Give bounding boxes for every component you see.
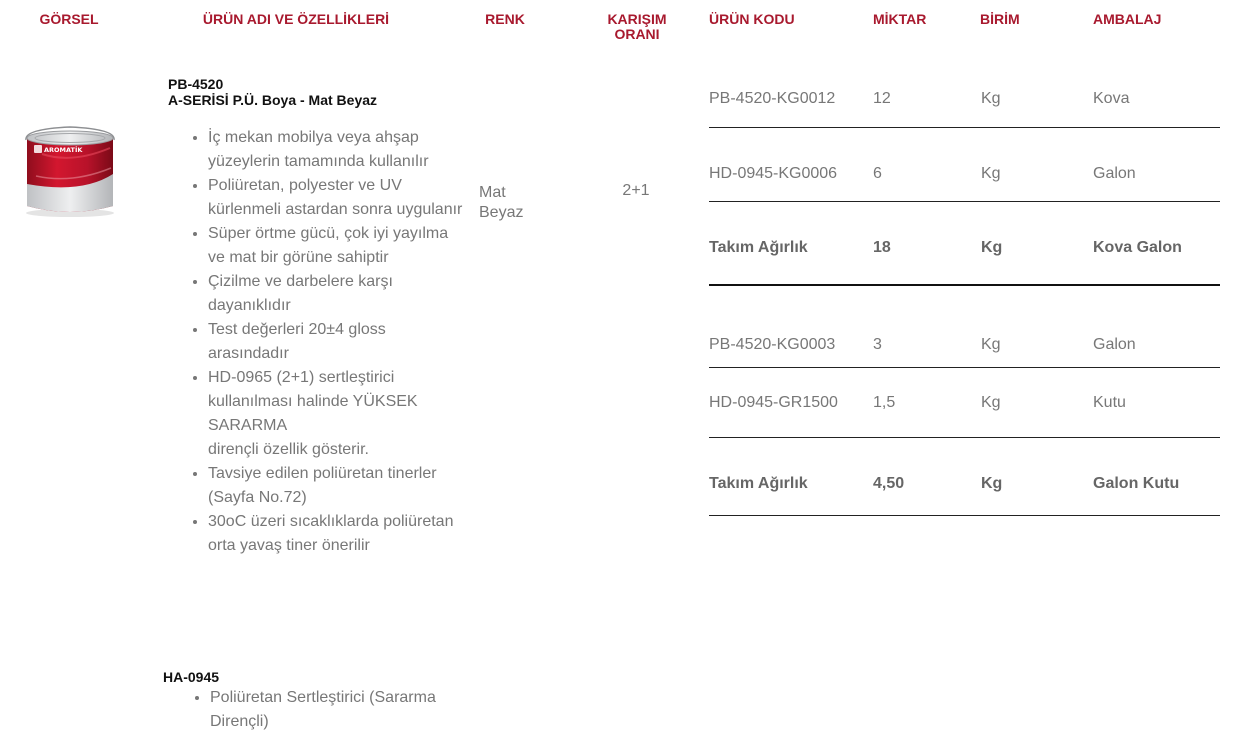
header-gorsel: GÖRSEL: [39, 11, 99, 27]
header-karisim-line2: ORANI: [614, 26, 660, 42]
feature-item: • İç mekan mobilya veya ahşap yüzeylerin tamamında kullanılır: [208, 126, 468, 174]
total-row: [709, 239, 1220, 259]
set-divider: [709, 284, 1220, 286]
row-divider: [709, 201, 1220, 202]
header-urun-kodu: ÜRÜN KODU: [709, 11, 795, 27]
renk-line1: Mat: [479, 184, 506, 201]
total-ambalaj: Kova Galon: [1093, 239, 1182, 256]
feature-item: dirençli özellik gösterir.: [208, 441, 369, 458]
hardener-code: HA-0945: [163, 669, 220, 685]
total-row: [709, 475, 1220, 495]
oran-value: 2+1: [622, 182, 650, 199]
product-name: A-SERİSİ P.Ü. Boya - Mat Beyaz: [168, 92, 378, 108]
table-row: [709, 90, 1220, 110]
birim-cell: Kg: [981, 394, 1001, 411]
row-divider: [709, 367, 1220, 368]
ambalaj-cell: Kutu: [1093, 394, 1126, 411]
header-karisim-line1: KARIŞIM: [607, 11, 667, 27]
urun-kodu-cell: HD-0945-GR1500: [709, 394, 838, 411]
urun-kodu-cell: HD-0945-KG0006: [709, 165, 838, 182]
table-row: [709, 394, 1220, 414]
feature-item: • Poliüretan, polyester ve UV kürlenmeli astardan sonra uygulanır: [208, 174, 468, 222]
table-row: [709, 165, 1220, 185]
row-divider: [709, 515, 1220, 516]
header-miktar: MİKTAR: [873, 11, 927, 27]
header-renk: RENK: [485, 11, 525, 27]
birim-cell: Kg: [981, 336, 1001, 353]
header-urun-adi: ÜRÜN ADI VE ÖZELLİKLERİ: [202, 11, 390, 27]
miktar-cell: 6: [873, 165, 882, 182]
product-image: [22, 124, 118, 218]
renk-line2: Beyaz: [479, 204, 524, 221]
urun-kodu-cell: PB-4520-KG0012: [709, 90, 836, 107]
header-karisim-orani: [596, 12, 678, 42]
ambalaj-cell: Galon: [1093, 165, 1136, 182]
total-miktar: 4,50: [873, 475, 905, 492]
feature-item: • HD-0965 (2+1) sertleştirici kullanılması halinde YÜKSEK SARARMA: [208, 366, 468, 438]
feature-item: • 30oC üzeri sıcaklıklarda poliüretan orta yavaş tiner önerilir: [208, 510, 468, 558]
total-label: Takım Ağırlık: [709, 475, 808, 492]
table-row: [709, 336, 1220, 356]
hardener-feature-list: [170, 686, 470, 734]
feature-item: • Tavsiye edilen poliüretan tinerler (Sayfa No.72): [208, 462, 468, 510]
total-miktar: 18: [873, 239, 891, 256]
total-ambalaj: Galon Kutu: [1093, 475, 1180, 492]
product-code: PB-4520: [168, 76, 224, 92]
header-birim: BİRİM: [980, 11, 1020, 27]
ambalaj-cell: Galon: [1093, 336, 1136, 353]
miktar-cell: 3: [873, 336, 882, 353]
total-birim: Kg: [981, 239, 1003, 256]
urun-kodu-cell: PB-4520-KG0003: [709, 336, 836, 353]
feature-item: • Çizilme ve darbelere karşı dayanıklıdır: [208, 270, 468, 318]
feature-item: • Test değerleri 20±4 gloss arasındadır: [208, 318, 468, 366]
hardener-feature-item: • Poliüretan Sertleştirici (Sararma Dirençli): [210, 686, 470, 734]
row-divider: [709, 437, 1220, 438]
miktar-cell: 1,5: [873, 394, 896, 411]
ambalaj-cell: Kova: [1093, 90, 1130, 107]
feature-list: [168, 126, 468, 558]
birim-cell: Kg: [981, 165, 1001, 182]
total-birim: Kg: [981, 475, 1003, 492]
renk-value: [479, 183, 539, 223]
feature-item: • Süper örtme gücü, çok iyi yayılma ve mat bir görüne sahiptir: [208, 222, 468, 270]
miktar-cell: 12: [873, 90, 891, 107]
total-label: Takım Ağırlık: [709, 239, 808, 256]
can-brand-text: AROMATİK: [44, 146, 83, 154]
birim-cell: Kg: [981, 90, 1001, 107]
header-ambalaj: AMBALAJ: [1093, 11, 1162, 27]
row-divider: [709, 127, 1220, 128]
